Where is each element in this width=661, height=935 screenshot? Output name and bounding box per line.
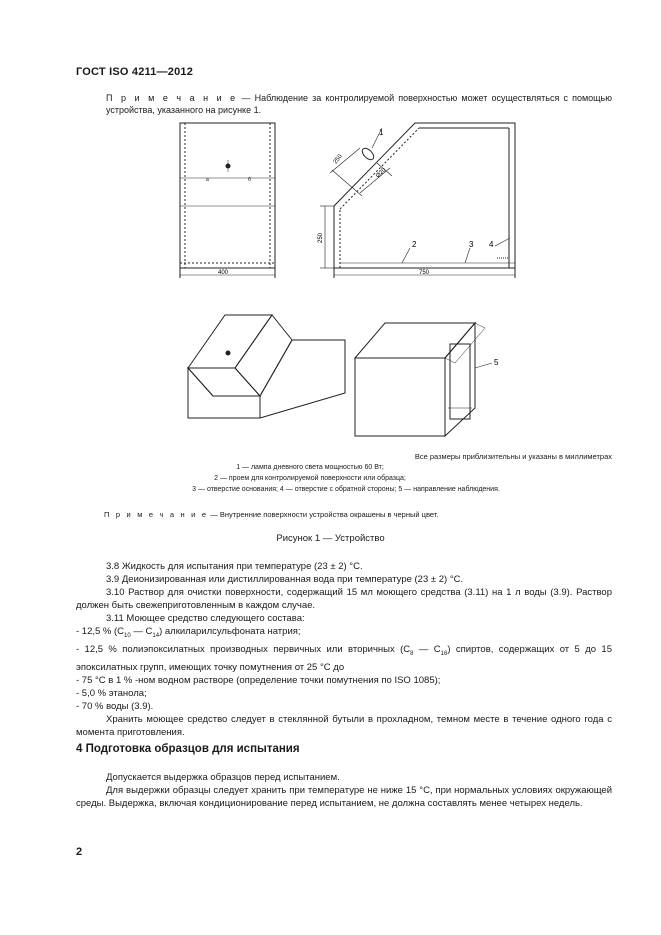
legend-2: 2 — проем для контролируемой поверхности или образца;	[214, 475, 406, 482]
para-3-9: 3.9 Деионизированная или дистиллированная вода при температуре (23 ± 2) °С.	[106, 574, 464, 585]
note-top	[76, 93, 612, 116]
dim-400: 400	[217, 270, 229, 276]
list-item-2: - 12,5 % полиэпоксилатных производных первичных или вторичных ($С_8$ — $С_{16}$) спиртов, содержащих от 5 до 15 эпоксилатных групп, имеющих точку помутнения от 25 °С до	[76, 643, 612, 673]
mark-b: б	[248, 177, 251, 183]
legend-3: 3 — отверстие основания; 4 — отверстие с обратной стороны; 5 — направление наблюдения.	[192, 486, 500, 493]
page-number: 2	[76, 846, 83, 858]
callout-5: 5	[494, 358, 499, 367]
section-4-para-1: Допускается выдержка образцов перед испытанием.	[106, 772, 340, 783]
list-item-3: - 75 °С в 1 % -ном водном растворе (определение точки помутнения по ISO 1085);	[76, 674, 441, 686]
para-3-8: 3.8 Жидкость для испытания при температуре (23 ± 2) °С.	[106, 561, 363, 572]
document-header: ГОСТ ISO 4211—2012	[76, 66, 194, 78]
dim-o20: Ø20	[375, 167, 388, 180]
callout-3: 3	[469, 240, 474, 249]
section-4-title: 4 Подготовка образцов для испытания	[76, 743, 300, 755]
para-3-11: 3.11 Моющее средство следующего состава:	[106, 613, 305, 624]
legend-1: 1 — лампа дневного света мощностью 60 Вт;	[236, 464, 384, 471]
callout-1: 1	[379, 128, 384, 137]
figure-title: Рисунок 1 — Устройство	[276, 533, 385, 544]
section-4-body	[76, 771, 612, 810]
section-4-para-2: Для выдержки образцы следует хранить при температуре не ниже 15 °С, при нормальных условиях окружающей среды. Выдержка, включая кондиционирование перед испытанием, не должна составлять менее четырех недель.	[76, 785, 612, 809]
list-item-5: - 70 % воды (3.9).	[76, 700, 154, 712]
figure-1-drawing	[170, 118, 530, 448]
mark-a: a	[206, 177, 209, 183]
front-view	[180, 123, 275, 278]
para-3-10: 3.10 Раствор для очистки поверхности, содержащий 15 мл моющего средства (3.11) на 1 л воды (3.9). Раствор должен быть свежеприготовленным в каждом случае.	[76, 587, 612, 611]
list-item-4: - 5,0 % этанола;	[76, 687, 147, 699]
dim-250-vert: 250	[318, 232, 324, 243]
callout-2: 2	[412, 240, 417, 249]
figure-note-text: — Внутренние поверхности устройства окрашены в черный цвет.	[208, 510, 439, 519]
note-text: — Наблюдение за контролируемой поверхностью может осуществляться с помощью устройства, указанного на рисунке 1.	[106, 93, 612, 115]
figure-note-label: П р и м е ч а н и е	[104, 510, 209, 519]
para-storage: Хранить моющее средство следует в стеклянной бутыли в прохладном, темном месте в течение одного года с момента приготовления.	[76, 713, 612, 738]
list-item-1: - 12,5 % ($С_{10}$ — $С_{14}$) алкиларилсульфоната натрия;	[76, 626, 301, 639]
iso-view-left	[188, 315, 345, 418]
dim-750: 750	[418, 270, 430, 276]
iso-view-right	[355, 323, 492, 436]
side-view	[320, 123, 515, 278]
body-text	[76, 560, 612, 739]
callout-4: 4	[489, 240, 494, 249]
dim-250-diag: 250	[332, 153, 344, 166]
figure-note	[104, 510, 438, 519]
size-note: Все размеры приблизительны и указаны в миллиметрах	[414, 452, 612, 461]
note-label: П р и м е ч а н и е	[106, 93, 238, 103]
